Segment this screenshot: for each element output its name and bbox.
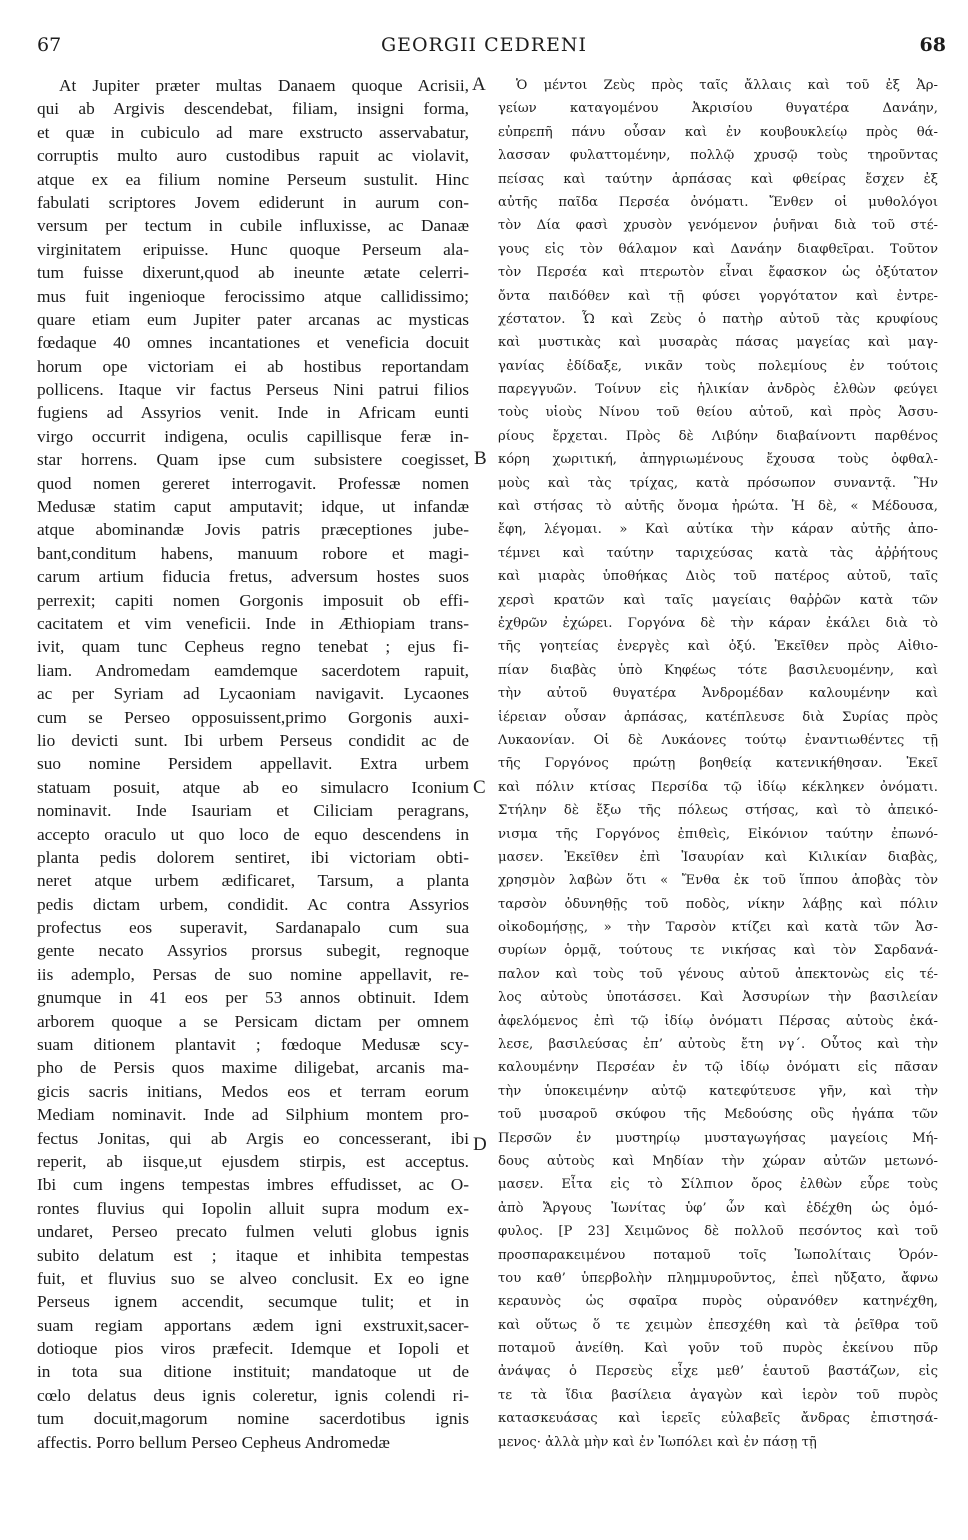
latin-text-line: fectus Jonitas, qui ab Argis eo concesserant, ibi xyxy=(37,1128,469,1148)
greek-text-line: μασεν. Εἶτα εἰς τὸ Σίλπιον ὄρος ἐλθὼν εὗρε τοὺς xyxy=(498,1177,938,1193)
greek-text-line: οἰκοδομήσῃς, » τὴν Ταρσὸν κτίζει καὶ κατὰ τῶν Ἀσ- xyxy=(498,920,938,936)
latin-text-line: mus fuit ingenioque ferocissimo atque callidissimo; xyxy=(37,286,469,306)
greek-text-line: αὐτῆς παῖδα Περσέα ὀνόματι. Ἔνθεν οἱ μυθολόγοι xyxy=(498,194,938,210)
latin-text-line: virgo occurrit indigena, oculis capillisque feræ in- xyxy=(37,426,469,446)
latin-text-line: horum ope victoriam ei ab hostibus reportandam xyxy=(37,356,469,376)
greek-text-line: μοὺς καὶ τὰς τρίχας, κατὰ πρόσωπον συναντᾷ. Ἣν xyxy=(498,475,938,491)
latin-text-line: liam. Andromedam eamdemque sacerdotem rapuit, xyxy=(37,660,469,680)
greek-text-line: χερσὶ κρατῶν καὶ ταῖς μαγείαις θαῤῥῶν κατὰ τῶν xyxy=(498,592,938,608)
latin-text-line: atque ex ea filium nomine Perseum sustulit. Hinc xyxy=(37,169,469,189)
greek-text-line: γείων καταγομένου Ἀκρισίου θυγατέρα Δανάην, xyxy=(498,101,938,117)
latin-text-line: qui ab Argivis descendebat, filiam, insigni forma, xyxy=(37,99,469,119)
greek-text-line: Λυκαονίαν. Οἱ δὲ Λυκάονες τούτῳ ἐναντιωθέντες τῇ xyxy=(498,732,938,748)
greek-text-line: πείσας καὶ ταύτην ἁρπάσας καὶ φθείρας ἔσχεν ἐξ xyxy=(498,171,938,187)
latin-text-line: et quæ in cubiculo ad mare exstructo asservabatur, xyxy=(37,122,469,142)
greek-text-line: λος αὐτοὺς ὑποτάσσει. Καὶ Ἀσσυρίων τὴν βασιλείαν xyxy=(498,990,938,1006)
greek-text-line: συρίων ὁρμᾷ, τούτους τε νικήσας καὶ τὸν Σαρδανά- xyxy=(498,943,938,959)
latin-text-line: bant,conditum habens, manuum robore et magi- xyxy=(37,543,469,563)
greek-text-line: φυλος. [Ρ 23] Χειμῶνος δὲ πολλοῦ πεσόντος καὶ τοῦ xyxy=(498,1224,938,1240)
latin-text-line: carum artium fiducia fretus, adversum hostes suos xyxy=(37,567,469,587)
latin-text-line: Mediam nominavit. Inde ad Silphium montem pro- xyxy=(37,1105,469,1125)
greek-text-line: τὴν ὑποκειμένην αὐτῷ κατεφύτευσε γῆν, καὶ τὴν xyxy=(498,1083,938,1099)
running-title: GEORGII CEDRENI xyxy=(380,34,588,56)
section-marker-c: C xyxy=(473,777,486,798)
latin-text-line: rontes fluvius qui Iopolin alluit supra modum ex- xyxy=(37,1198,469,1218)
greek-text-line: τῆς γοητείας ἐνεργὲς καὶ ὀξύ. Ἐκεῖθεν πρὸς Αἰθιο- xyxy=(498,639,938,655)
greek-text-line: ρίους ἔρχεται. Πρὸς δὲ Λιβύην διαβαίνοντι παρθένος xyxy=(498,428,938,444)
greek-text-line: παρεγγυῶν. Τοίνυν εἰς ἡλικίαν ἀνδρὸς ἐλθὼν φεύγει xyxy=(498,382,938,398)
greek-text-line: ἀνάψας ὁ Περσεὺς εἶχε μεθ’ ἑαυτοῦ βαστάζων, εἰς xyxy=(498,1364,938,1380)
greek-text-line: καὶ μιαρὰς ὑποθήκας Διὸς τοῦ πατέρος αὐτοῦ, ταῖς xyxy=(498,569,938,585)
latin-text-line: suo nomine Persidem appellavit. Extra urbem xyxy=(37,754,469,774)
greek-text-line: ταρσὸν ὀδυνηθῇς τοῦ ποδὸς, νίκην λάβῃς καὶ πόλιν xyxy=(498,896,938,912)
latin-text-line: corruptis multo auro custodibus rapuit ac violavit, xyxy=(37,146,469,166)
greek-text-line: καὶ οὕτως ὅ τε χειμὼν ἐπεσχέθη καὶ τὰ ῥεῖθρα τοῦ xyxy=(498,1317,938,1333)
greek-text-line: λεσε, βασιλεύσας ἐπ’ αὐτοὺς ἔτη νγ΄. Οὗτος καὶ τὴν xyxy=(498,1037,938,1053)
page-number-left: 67 xyxy=(37,34,62,56)
greek-text-line: καλουμένην Περσέαν ἐν τῷ ἰδίῳ ὀνόματι εἰς πᾶσαν xyxy=(498,1060,938,1076)
latin-text-line: planta pedis dolorem sentiret, ibi victoriam obti- xyxy=(37,847,469,867)
greek-text-line: τῆς Γοργόνος πρώτῃ βοηθείᾳ κατενικήθησαν. Ἐκεῖ xyxy=(498,756,938,772)
greek-text-line: μασεν. Ἐκεῖθεν ἐπὶ Ἰσαυρίαν καὶ Κιλικίαν διαβὰς, xyxy=(498,849,938,865)
greek-text-line: χρησμὸν λαβὼν ὅτι « Ἔνθα ἐκ τοῦ ἵππου ἀποβὰς τὸν xyxy=(498,873,938,889)
latin-text-line: quare etiam eum Jupiter pater arcanas ac mysticas xyxy=(37,309,469,329)
greek-text-line: κατασκευάσας καὶ ἱερεῖς εὐλαβεῖς ἄνδρας ἐπιστησά- xyxy=(498,1411,938,1427)
latin-text-line: quod nomen gereret interrogavit. Professæ nomen xyxy=(37,473,469,493)
latin-text-line: tum fuisse dixerunt,quod ab ineunte ætate celerri- xyxy=(37,263,469,283)
greek-text-line: ἱέρειαν οὖσαν ἁρπάσας, κατέπλευσε διὰ Συρίας πρὸς xyxy=(498,709,938,725)
greek-text-line: καὶ πόλιν κτίσας Περσίδα τῷ ἰδίῳ κέκληκεν ὀνόματι. xyxy=(498,779,938,795)
greek-text-line: κεραυνὸς ὡς σφαῖρα πυρὸς οὐρανόθεν κατηνέχθη, xyxy=(498,1294,938,1310)
latin-text-line: pollicens. Itaque vir factus Perseus Nini patrui filios xyxy=(37,380,469,400)
latin-text-line: affectis. Porro bellum Perseo Cepheus Andromedæ xyxy=(37,1432,390,1452)
greek-text-line: τὸν Περσέα καὶ πτερωτὸν εἶναι ἔφασκον ὡς ὀξύτατον xyxy=(498,265,938,281)
greek-text-line: ποταμοῦ ἀνείθη. Καὶ γοῦν τοῦ πυρὸς ἐκείνου πῦρ xyxy=(498,1341,938,1357)
greek-text-line: τέμνει καὶ ταύτην ταριχεύσας κατὰ τὰς ἀῤῥήτους xyxy=(498,545,938,561)
greek-text-line: τὴν αὐτοῦ θυγατέρα Ἀνδρομέδαν καλουμένην καὶ xyxy=(498,686,938,702)
greek-text-line: τὸν Δία φασὶ χρυσὸν γενόμενον ῥυῆναι διὰ τοῦ στέ- xyxy=(498,218,938,234)
greek-text-line: Περσῶν ἐν μυστηρίῳ μυσταγωγήσας μαγείοις Μή- xyxy=(498,1130,938,1146)
greek-text-line: ὄντα παιδόθεν καὶ τῇ φύσει γοργότατον καὶ ἐντρε- xyxy=(498,288,938,304)
greek-text-line: γανίας ἐδίδαξε, νικᾶν τοὺς πολεμίους ἐν τούτοις xyxy=(498,358,938,374)
greek-text-line: χέστατον. Ὧ καὶ Ζεὺς ὁ πατὴρ αὐτοῦ τὰς κρυφίους xyxy=(498,311,938,327)
greek-text-line: τοὺς υἱοὺς Νίνου τοῦ θείου αὐτοῦ, καὶ πρὸς Ἀσσυ- xyxy=(498,405,938,421)
latin-text-line: arborem quoque a se Persicam dictam per omnem xyxy=(37,1011,469,1031)
greek-text-line: δους αὐτοὺς καὶ Μηδίαν τὴν χώραν αὐτῶν μετωνό- xyxy=(498,1153,938,1169)
latin-text-line: profectus eos superavit, Sardanapalo cum sua xyxy=(37,918,469,938)
latin-text-line: Medusæ statim caput amputavit; idque, ut infandæ xyxy=(37,497,469,517)
greek-text-line: λασσαν φυλαττομένην, πολλῷ χρυσῷ τοὺς τηροῦντας xyxy=(498,148,938,164)
latin-text-line: perrexit; capiti nomen Gorgonis imposuit ob effi- xyxy=(37,590,469,610)
greek-text-line: εὐπρεπῆ πάνυ οὖσαν καὶ ἐν κουβουκλείῳ πρὸς θά- xyxy=(498,124,938,140)
latin-text-line: pedis dictam urbem, condidit. Ac contra Assyrios xyxy=(37,894,469,914)
latin-text-line: fabulati scriptores Jovem ediderunt in aurum con- xyxy=(37,192,469,212)
greek-text-line: νισμα τῆς Γοργόνος ἐπιθεὶς, Εἰκόνιον ταύτην ἐπωνό- xyxy=(498,826,938,842)
latin-text-line: gnumque in 41 eos per 53 annos obtinuit. Idem xyxy=(37,988,469,1008)
greek-text-line: τε τὰ ἴδια βασίλεια ἀγαγὼν καὶ ἱερὸν τοῦ πυρὸς xyxy=(498,1387,938,1403)
greek-text-line: παλον καὶ τοὺς τοῦ γένους αὐτοῦ ἀπεκτονὼς εἰς τέ- xyxy=(498,966,938,982)
latin-text-line: versum per tectum in cubile influxisse, ac Danaæ xyxy=(37,216,469,236)
latin-text-line: At Jupiter præter multas Danaem quoque Acrisii, xyxy=(59,76,469,95)
latin-text-line: accepto oraculo ut quo loco de equo descendens in xyxy=(37,824,469,844)
greek-text-line: Ὁ μέντοι Ζεὺς πρὸς ταῖς ἄλλαις καὶ τοῦ ἐξ Ἀρ- xyxy=(516,78,938,93)
latin-text-line: Perseus ignem accendit, secumque tulit; et in xyxy=(37,1292,469,1312)
latin-text-line: star horrens. Quam ipse cum subsistere coegisset, xyxy=(37,450,469,470)
greek-text-line: τοῦ μυσαροῦ σκύφου τῆς Μεδούσης οὓς ἠγάπα τῶν xyxy=(498,1107,938,1123)
page-header xyxy=(0,34,968,64)
greek-text-line: καὶ μυστικὰς καὶ μυσαρὰς πάσας μαγείας καὶ μαγ- xyxy=(498,335,938,351)
latin-text-line: iis ademplo, Persas de suo nomine appellavit, re- xyxy=(37,964,469,984)
latin-text-line: statuam posuit, atque ab eo simulacro Iconium xyxy=(37,777,469,797)
greek-text-line: μενος· ἀλλὰ μὴν καὶ ἐν Ἰωπόλει καὶ ἐν πάσῃ τῇ xyxy=(498,1434,817,1450)
latin-text-line: fœdaque 40 omnes incantationes et veneficia docuit xyxy=(37,333,469,353)
greek-text-line: ἀφελόμενος ἐπὶ τῷ ἰδίῳ ὀνόματι Πέρσας αὐτοὺς ἐκά- xyxy=(498,1013,938,1029)
latin-text-line: dotioque pios viros præfecit. Idemque et Iopoli et xyxy=(37,1339,469,1359)
latin-text-line: suam ditionem plantavit ; fœdoque Medusæ scy- xyxy=(37,1035,469,1055)
latin-text-line: in tota sua ditione instituit; mandatoque ut de xyxy=(37,1362,469,1382)
greek-text-line: Στήλην δὲ ἔξω τῆς πόλεως στήσας, καὶ τὸ ἀπεικό- xyxy=(498,803,938,819)
latin-text-line: Ibi cum ingens tempestas imbres effudisset, ac O- xyxy=(37,1175,469,1195)
greek-text-line: του καθ’ ὑπερβολὴν πλημμυροῦντος, ἐπεὶ ηὔξατο, ἄφνω xyxy=(498,1270,938,1286)
latin-text-line: pho de Persis quos maxime diligebat, arcanis ma- xyxy=(37,1058,469,1078)
latin-text-line: atque abominandæ Jovis patris præceptiones jube- xyxy=(37,520,469,540)
latin-text-line: undaret, Perseo precato fulmen veluti globus ignis xyxy=(37,1222,469,1242)
greek-text-line: ἀπὸ Ἄργους Ἰωνίτας ὑφ’ ὧν καὶ ἐδέχθη ὡς ὁμό- xyxy=(498,1200,938,1216)
greek-text-line: ἐχθρῶν ἐχώρει. Γοργόνα δὲ τὴν κάραν ἐκάλει διὰ τὸ xyxy=(498,615,938,631)
latin-column xyxy=(37,74,469,1454)
greek-text-line: πίαν διαβὰς ὑπὸ Κηφέως τότε βασιλευομένην, καὶ xyxy=(498,662,938,678)
latin-text-line: suam regiam apportans ædem igni exstruxit,sacer- xyxy=(37,1315,469,1335)
latin-text-line: neret atque urbem ædificaret, Tarsum, a planta xyxy=(37,871,469,891)
latin-text-line: reperit, ab iisque,ut ejusdem stirpis, est acceptus. xyxy=(37,1151,469,1171)
latin-text-line: cum se Perseo opposuissent,primo Gorgonis auxi- xyxy=(37,707,469,727)
latin-text-line: virginitatem eripuisse. Hunc quoque Perseum ala- xyxy=(37,239,469,259)
section-marker-a: A xyxy=(472,74,486,95)
section-marker-d: D xyxy=(473,1134,487,1155)
latin-text-line: nominavit. Inde Isauriam et Ciliciam peragrans, xyxy=(37,801,469,821)
latin-text-line: ivit, quam tunc Cepheus regno tenebat ; ejus fi- xyxy=(37,637,469,657)
section-marker-b: B xyxy=(474,448,487,469)
latin-text-line: subito delatum est ; itaque et inhibita tempestas xyxy=(37,1245,469,1265)
greek-text-line: γους εἰς τὸν θάλαμον καὶ Δανάην διαφθεῖραι. Τοῦτον xyxy=(498,241,938,257)
latin-text-line: cœlo delatus deus ignis coleretur, ignis colendi ri- xyxy=(37,1385,469,1405)
latin-text-line: cacitatem et vim veneficii. Inde in Æthiopiam trans- xyxy=(37,613,469,633)
latin-text-line: tum docuit,magorum nomine sacerdotibus ignis xyxy=(37,1409,469,1429)
latin-text-line: lio devicti sunt. Ibi urbem Perseus condidit ac de xyxy=(37,730,469,750)
latin-text-line: ac per Syriam ad Lycaoniam navigavit. Lycaones xyxy=(37,684,469,704)
greek-text-line: καὶ στήσας τὸ αὐτῆς ὄνομα ἠρώτα. Ἡ δὲ, « Μέδουσα, xyxy=(498,499,938,515)
greek-text-line: κόρη χωριτική, ἀπηγριωμένους ἔχουσα τοὺς ὀφθαλ- xyxy=(498,452,938,468)
page-number-right: 68 xyxy=(919,34,946,56)
greek-text-line: ἔφη, λέγομαι. » Καὶ αὐτίκα τὴν κάραν αὐτῆς ἀπο- xyxy=(498,522,938,538)
greek-column xyxy=(498,74,938,1454)
latin-text-line: gicis sacris initians, Medos eos et terram eorum xyxy=(37,1081,469,1101)
greek-text-line: προσπαρακειμένου ποταμοῦ τοῖς Ἰωπολίταις Ὀρόν- xyxy=(498,1247,938,1263)
latin-text-line: fuit, et fluvius suo se alveo conclusit. Ex eo igne xyxy=(37,1268,469,1288)
latin-text-line: fugiens ad Assyrios venit. Inde in Africam eunti xyxy=(37,403,469,423)
latin-text-line: gente necato Assyrios prorsus subegit, regnoque xyxy=(37,941,469,961)
